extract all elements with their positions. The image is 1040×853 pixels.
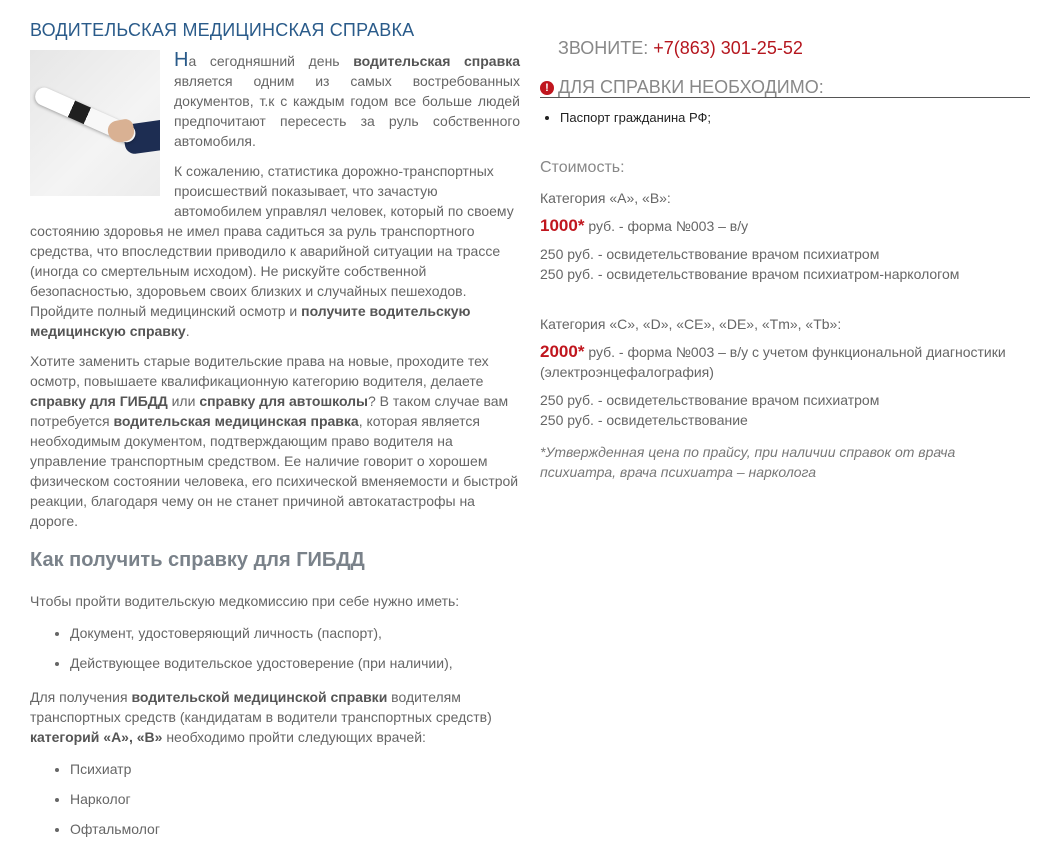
p4-text-2: водителям транспортных средств (кандидатам в водители транспортных средств) [30,689,492,725]
article-body [30,50,520,531]
section-heading: Как получить справку для ГИБДД [30,549,365,571]
price-line: 250 руб. - освидетельствование врачом психиатром [540,392,880,408]
list-item: • Психиатр [70,759,520,779]
price-line: 250 руб. - освидетельствование [540,412,748,428]
price-note: *Утвержденная цена по прайсу, при наличии справок от врача психиатра, врача психиатра – нарколога [540,444,956,480]
need-list [30,623,520,673]
list-item: • Действующее водительское удостоверение (при наличии), [70,653,520,673]
stat-bold-1: получите водительскую медицинскую справку [30,303,471,339]
phone-label: ЗВОНИТЕ: [558,38,654,58]
p3-text-3: ? В таком случае вам потребуется [30,393,509,429]
required-title: ДЛЯ СПРАВКИ НЕОБХОДИМО: [558,77,824,97]
intro-bold-1: водительская справка [353,53,520,69]
price-block [540,158,1030,496]
list-item: • Документ, удостоверяющий личность (паспорт), [70,623,520,643]
phone-number-link[interactable]: +7(863) 301-25-52 [653,38,803,58]
category-ab-price [540,216,1030,236]
p3-bold-1: справку для ГИБДД [30,393,168,409]
p3-text-2: или [167,393,200,409]
price-ab: 1000* [540,216,585,235]
p3-bold-2: справку для автошколы [199,393,368,409]
stat-text-1: К сожалению, статистика дорожно-транспортных происшествий показывает, что зачастую автомобилем управлял человек, который по своему состоянию здоровья не имел права садиться за руль транспортного средства, что впоследствии приводило к аварийной ситуации на трассе (иногда со смертельным исходом). Не рискуйте собственной безопасностью, здоровьем своих близких и случайных пешеходов. Пройдите полный медицинский осмотр и [30,163,514,319]
article-photo [30,50,160,196]
list-item: • Офтальмолог [70,819,520,839]
exclamation-circle-icon: ! [540,81,554,95]
p3-text-4: , которая является необходимым документом, подтверждающим право водителя на управление транспортным средством. Ее наличие говорит о хорошем физическом состоянии человека, его психической вменяемости и быстрой реакции, благодаря чему он не станет причиной автокатастрофы на дороге. [30,413,519,529]
price-ab-desc: руб. - форма №003 – в/у [584,218,749,234]
category-c-price [540,342,1030,382]
intro-text-2: является одним из самых востребованных документов, т.к с каждым годом все больше людей предпочитают пересесть за руль собственного автомобиля. [174,73,520,149]
page-title: ВОДИТЕЛЬСКАЯ МЕДИЦИНСКАЯ СПРАВКА [30,20,415,40]
need-text: Чтобы пройти водительскую медкомиссию при себе нужно иметь: [30,593,460,609]
replace-license-paragraph [30,351,520,531]
price-line: 250 руб. - освидетельствование врачом психиатром [540,246,880,262]
category-ab-label: Категория «А», «В»: [540,190,671,206]
price-c-desc: руб. - форма №003 – в/у с учетом функциональной диагностики (электроэнцефалография) [540,344,1006,380]
price-line: 250 руб. - освидетельствование врачом психиатром-наркологом [540,266,960,282]
doctors-intro [30,687,520,747]
p4-text-3: необходимо пройти следующих врачей: [162,729,426,745]
price-c: 2000* [540,342,585,361]
intro-text-1: а сегодняшний день [188,53,354,69]
list-item: • Нарколог [70,789,520,809]
cost-title: Стоимость: [540,159,625,176]
p4-text-1: Для получения [30,689,132,705]
list-item: • Паспорт гражданина РФ; [560,108,711,128]
phone-line [558,38,803,58]
required-header [540,77,1030,98]
category-c-label: Категория «С», «D», «CE», «DE», «Tm», «Tb»: [540,316,842,332]
drop-letter: Н [174,49,189,71]
p4-bold-1: водительской медицинской справки [131,689,388,705]
doctors-list [30,759,520,839]
p3-text-1: Хотите заменить старые водительские права на новые, проходите тех осмотр, повышаете квалификационную категорию водителя, делаете [30,353,489,389]
required-list [540,108,711,128]
stat-text-2: . [185,323,190,339]
requirements-section [30,591,520,839]
p3-bold-3: водительская медицинская правка [113,413,359,429]
main-column [30,18,520,853]
p4-bold-2: категорий «А», «В» [30,729,163,745]
